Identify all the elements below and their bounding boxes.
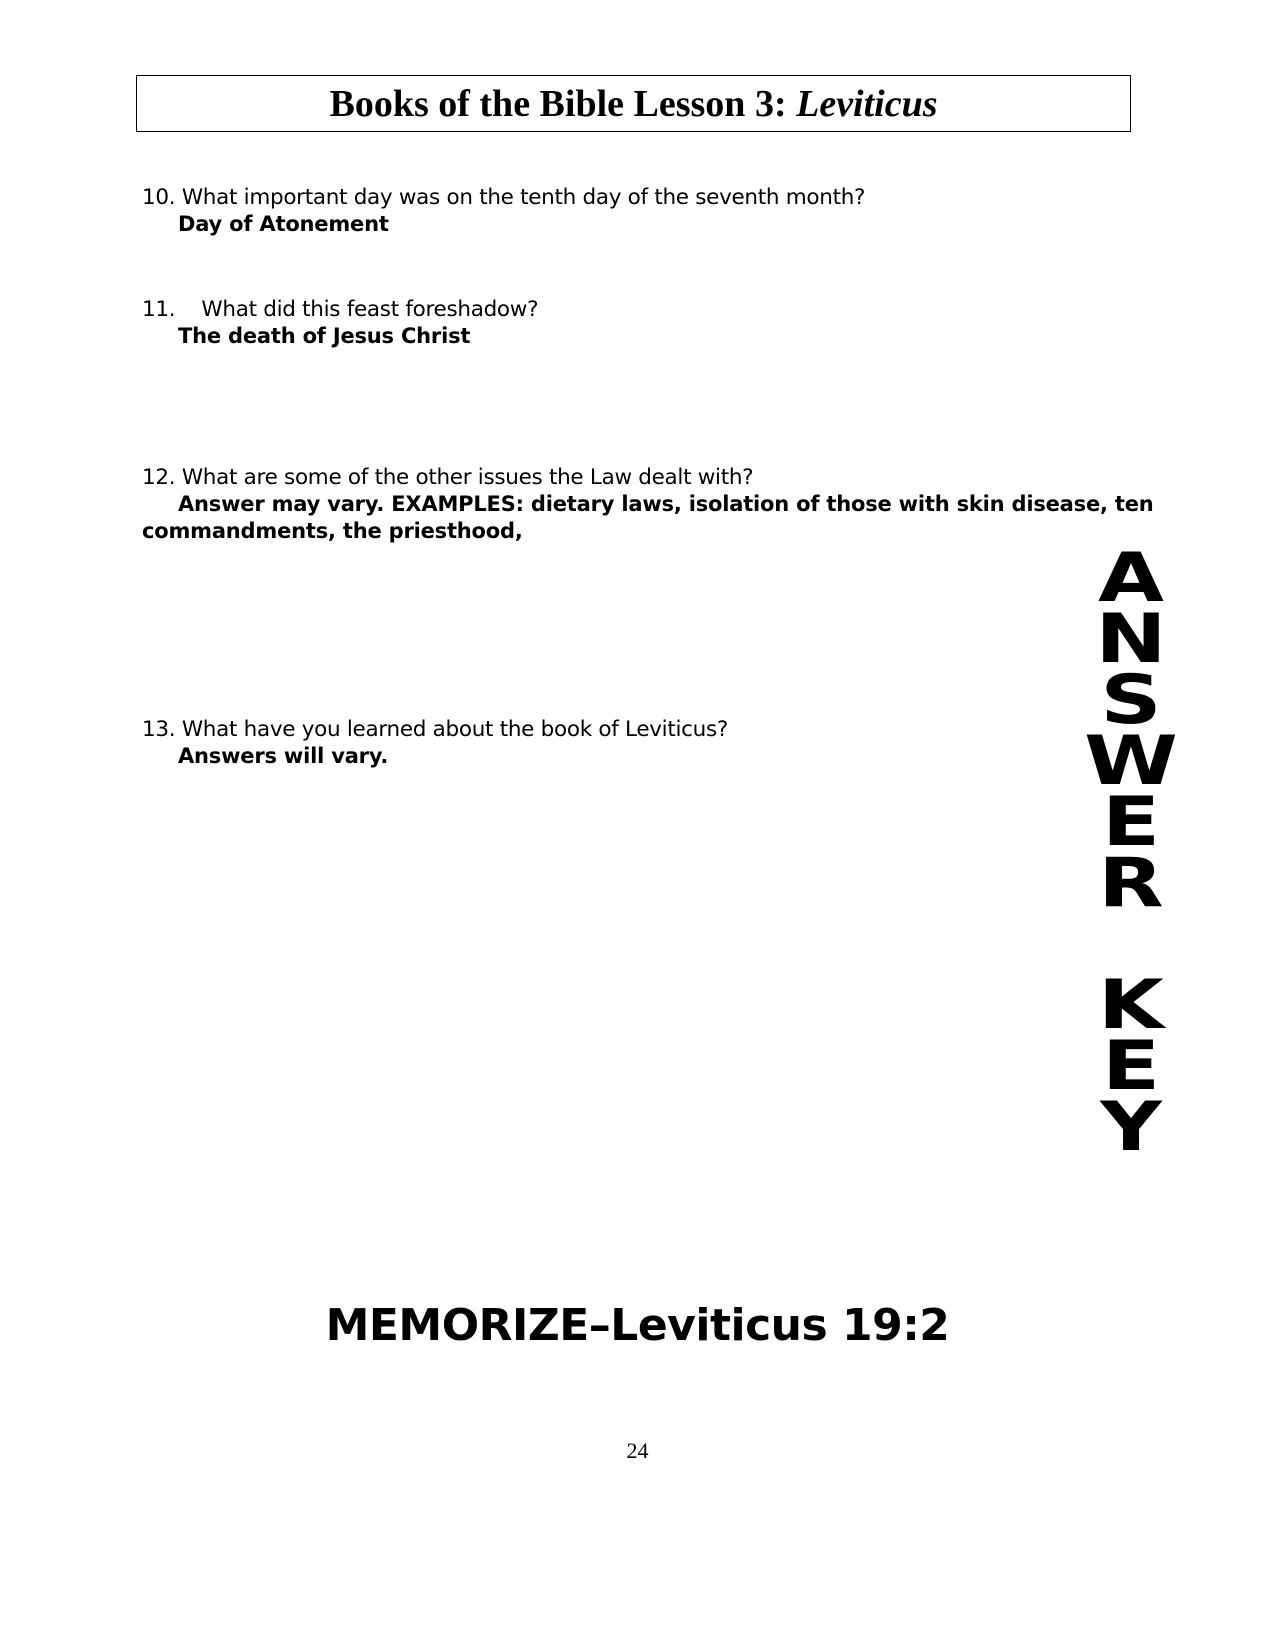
page-title <box>136 75 1131 132</box>
answer-key-letter: E <box>1101 783 1161 862</box>
answer-key-letter: W <box>1084 722 1178 801</box>
answer-key-letter: R <box>1098 844 1164 923</box>
answer-key-letter: S <box>1100 661 1162 740</box>
memorize-verse: MEMORIZE–Leviticus 19:2 <box>325 1300 950 1351</box>
title-main: Books of the Bible Lesson 3: <box>329 82 797 125</box>
question-12: 12. What are some of the other issues the Law dealt with? <box>142 465 754 490</box>
page-number: 24 <box>626 1438 649 1463</box>
question-10: 10. What important day was on the tenth day of the seventh month? <box>142 185 866 210</box>
answer-key-letter: E <box>1101 1027 1161 1106</box>
title-emphasis: Leviticus <box>796 82 938 125</box>
answer-key-letter: N <box>1095 600 1167 679</box>
answer-key-letter: A <box>1098 539 1164 618</box>
answer-12-line-2: commandments, the priesthood, <box>142 519 523 543</box>
answer-11: The death of Jesus Christ <box>178 324 471 348</box>
answer-12-line-1: Answer may vary. EXAMPLES: dietary laws, isolation of those with skin disease, ten <box>178 492 1154 516</box>
question-11: 11. What did this feast foreshadow? <box>142 297 539 322</box>
question-13: 13. What have you learned about the book of Leviticus? <box>142 717 729 742</box>
answer-key-label <box>1057 539 1205 1167</box>
answer-key-letter: K <box>1098 966 1164 1045</box>
answer-10: Day of Atonement <box>178 212 389 236</box>
answer-key-letter: Y <box>1100 1088 1162 1167</box>
answer-13: Answers will vary. <box>178 744 389 768</box>
